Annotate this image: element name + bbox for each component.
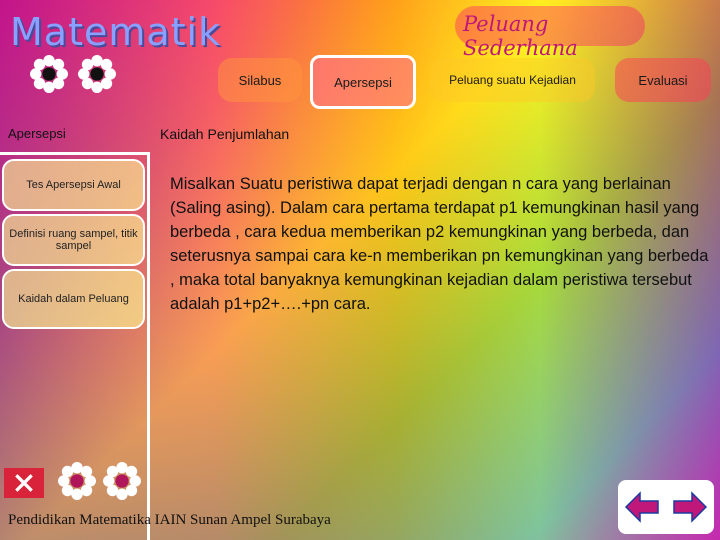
content-body: Misalkan Suatu peristiwa dapat terjadi dengan n cara yang berlainan (Saling asing). Dalam cara pertama terdapat p1 kemungkinan hasil yang berbeda , cara kedua memberikan p2 kemungkinan yang berbeda, dan seterusnya sampai cara ke-n memberikan pn kemungkinan yang berbeda , maka total banyaknya kemungkinan kejadian dalam peristiwa tersebut adalah p1+p2+….+pn cara. [170, 175, 709, 313]
slide-navigation [618, 480, 714, 534]
prev-button[interactable] [622, 487, 662, 527]
close-button[interactable] [4, 468, 44, 498]
sidebar-item-definisi[interactable]: Definisi ruang sampel, titik sampel [2, 214, 145, 266]
page-subtitle: Peluang Sederhana [463, 12, 578, 60]
page-subtitle-banner [455, 6, 645, 60]
nav-peluang-button[interactable]: Peluang suatu Kejadian [430, 58, 595, 102]
flower-icon [30, 55, 68, 93]
nav-evaluasi-button[interactable]: Evaluasi [615, 58, 711, 102]
sidebar-heading: Apersepsi [8, 126, 66, 141]
flower-icon [58, 462, 96, 500]
arrow-right-icon [670, 487, 710, 527]
content-heading: Kaidah Penjumlahan [160, 126, 290, 142]
sidebar-item-kaidah[interactable]: Kaidah dalam Peluang [2, 269, 145, 329]
nav-silabus-button[interactable]: Silabus [218, 58, 302, 102]
nav-apersepsi-button[interactable]: Apersepsi [310, 55, 416, 109]
arrow-left-icon [622, 487, 662, 527]
flower-icon [78, 55, 116, 93]
close-icon [13, 472, 35, 494]
sidebar-item-tes-apersepsi[interactable]: Tes Apersepsi Awal [2, 159, 145, 211]
app-title: Matematik [10, 10, 222, 54]
footer-text: Pendidikan Matematika IAIN Sunan Ampel Surabaya [8, 512, 331, 528]
flower-icon [103, 462, 141, 500]
next-button[interactable] [670, 487, 710, 527]
